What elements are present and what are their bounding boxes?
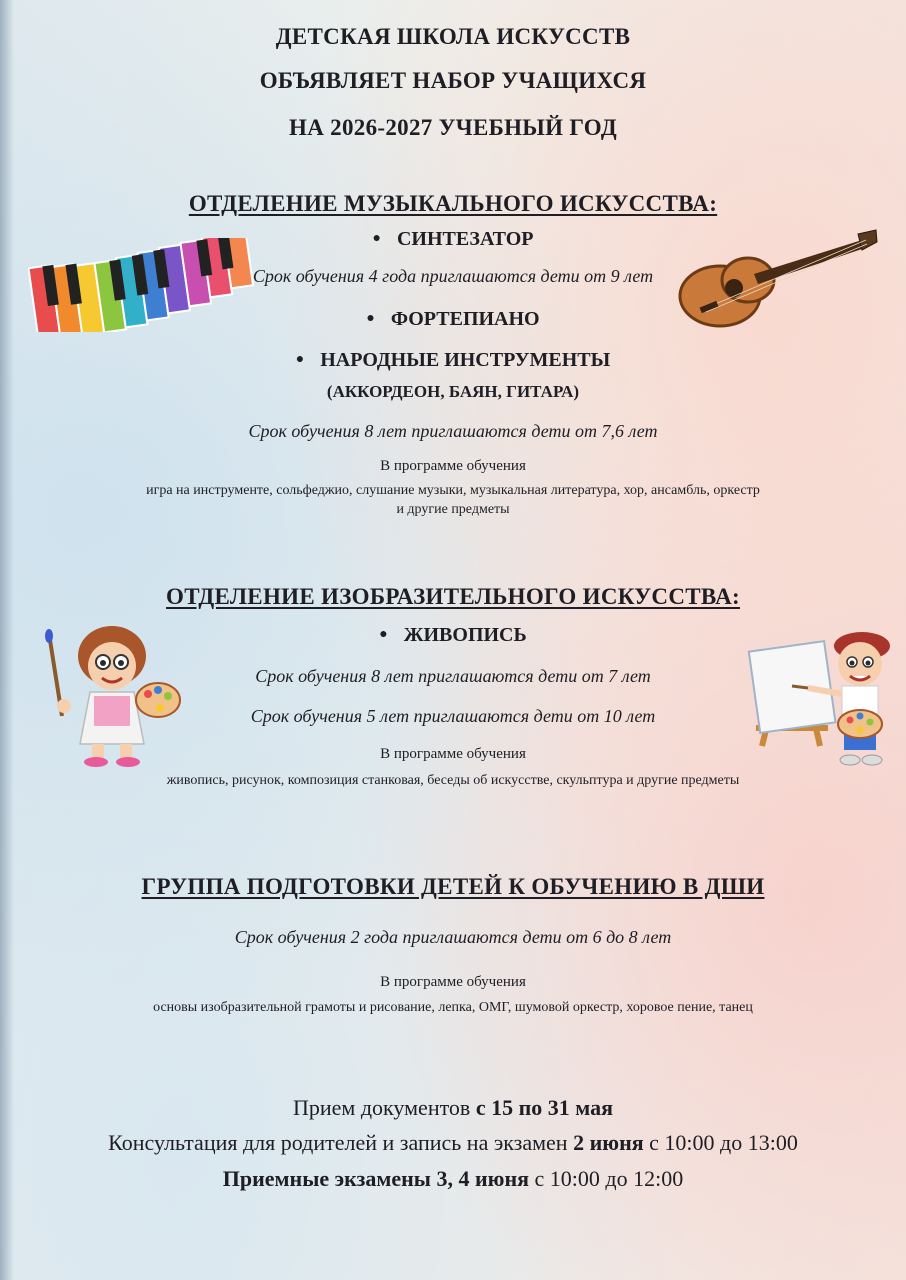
music-program-label: В программе обучения: [380, 458, 526, 474]
art-program-label: В программе обучения: [380, 746, 526, 762]
music-item-piano: ● ФОРТЕПИАНО: [366, 308, 540, 330]
art-term-1: Срок обучения 8 лет приглашаются дети от 7 лет: [255, 666, 651, 686]
footer-docs: Прием документов с 15 по 31 мая: [293, 1095, 613, 1120]
bullet-icon: ●: [379, 627, 388, 642]
music-item-folk-sub: (АККОРДЕОН, БАЯН, ГИТАРА): [326, 382, 580, 401]
footer-exams: Приемные экзамены 3, 4 июня с 10:00 до 12:00: [222, 1166, 684, 1191]
art-program-line-1: живопись, рисунок, композиция станковая, беседы об искусстве, скульптура и другие предметы: [166, 773, 740, 788]
prep-program-label: В программе обучения: [380, 974, 526, 990]
boy-painter-icon: [742, 626, 890, 772]
bullet-icon: ●: [372, 231, 381, 246]
footer-consult: Консультация для родителей и запись на экзамен 2 июня с 10:00 до 13:00: [108, 1130, 798, 1155]
guitar-icon: [676, 228, 878, 336]
bullet-icon: ●: [295, 352, 305, 367]
header-line-3: НА 2026-2027 УЧЕБНЫЙ ГОД: [289, 115, 617, 140]
girl-painter-icon: [40, 620, 186, 770]
prep-section-title: ГРУППА ПОДГОТОВКИ ДЕТЕЙ К ОБУЧЕНИЮ В ДШИ: [141, 874, 765, 899]
music-term-synth: Срок обучения 4 года приглашаются дети от 9 лет: [252, 266, 654, 286]
header-line-1: ДЕТСКАЯ ШКОЛА ИСКУССТВ: [275, 24, 631, 49]
music-program-line-1: игра на инструменте, сольфеджио, слушание музыки, музыкальная литература, хор, ансамбль, оркестр: [146, 483, 760, 498]
prep-program-line-1: основы изобразительной грамоты и рисование, лепка, ОМГ, шумовой оркестр, хоровое пение, танец: [153, 1000, 753, 1015]
art-item-painting: ● ЖИВОПИСЬ: [379, 624, 527, 646]
music-section-title: ОТДЕЛЕНИЕ МУЗЫКАЛЬНОГО ИСКУССТВА:: [188, 191, 718, 216]
music-item-synth: ● СИНТЕЗАТОР: [372, 228, 534, 250]
art-section-title: ОТДЕЛЕНИЕ ИЗОБРАЗИТЕЛЬНОГО ИСКУССТВА:: [166, 584, 740, 609]
bullet-icon: ●: [366, 311, 375, 326]
music-term-general: Срок обучения 8 лет приглашаются дети от 7,6 лет: [248, 421, 658, 441]
header-line-2: ОБЪЯВЛЯЕТ НАБОР УЧАЩИХСЯ: [259, 68, 647, 93]
rainbow-keyboard-icon: [28, 238, 266, 332]
music-program-line-2: и другие предметы: [396, 502, 510, 517]
art-term-2: Срок обучения 5 лет приглашаются дети от 10 лет: [250, 706, 656, 726]
prep-term: Срок обучения 2 года приглашаются дети от 6 до 8 лет: [234, 927, 672, 947]
music-item-folk: ● НАРОДНЫЕ ИНСТРУМЕНТЫ: [295, 349, 611, 371]
